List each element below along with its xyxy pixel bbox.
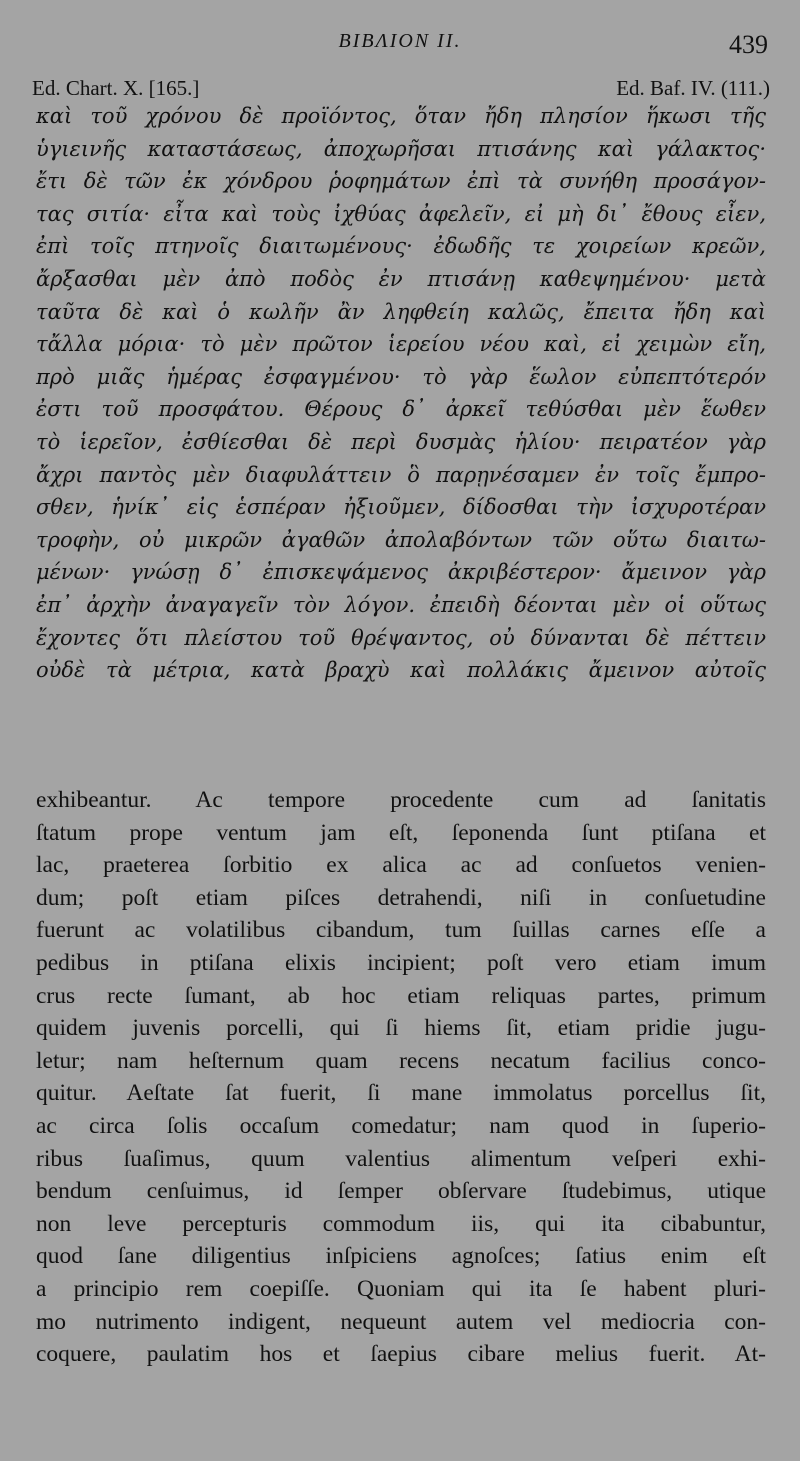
greek-line: ἐπὶ τοῖς πτηνοῖς διαιτωμένους· ἐδωδῆς τε χοιρείων κρεῶν, (36, 234, 766, 259)
latin-line: letur; nam heſternum quam recens necatum facilius conco- (36, 1047, 766, 1074)
greek-line: ταῦτα δὲ καὶ ὁ κωλῆν ἂν ληφθείη καλῶς, ἔπειτα ἤδη καὶ (36, 299, 766, 324)
greek-line: ἄρξασθαι μὲν ἀπὸ ποδὸς ἐν πτισάνῃ καθεψημένου· μετὰ (36, 266, 766, 291)
greek-text-block (36, 100, 766, 687)
page-number: 439 (729, 30, 768, 59)
greek-line: οὐδὲ τὰ μέτρια, κατὰ βραχὺ καὶ πολλάκις ἄμεινον αὐτοῖς (36, 658, 766, 683)
latin-line: crus recte ſumant, ab hoc etiam reliquas partes, primum (36, 982, 766, 1009)
latin-line: quidem juvenis porcelli, qui ſi hiems ſit, etiam pridie jugu- (36, 1015, 766, 1042)
greek-line: ἔτι δὲ τῶν ἐκ χόνδρου ῥοφημάτων ἐπὶ τὰ συνήθη προσάγον- (36, 169, 766, 194)
greek-line: τὸ ἱερεῖον, ἐσθίεσθαι δὲ περὶ δυσμὰς ἡλίου· πειρατέον γὰρ (36, 429, 766, 454)
greek-line: ὑγιεινῆς καταστάσεως, ἀποχωρῆσαι πτισάνης καὶ γάλακτος· (36, 136, 766, 161)
latin-line: lac, praeterea ſorbitio ex alica ac ad conſuetos venien- (36, 852, 766, 879)
latin-line: ac circa ſolis occaſum comedatur; nam quod in ſuperio- (36, 1112, 766, 1139)
latin-line: dum; poſt etiam piſces detrahendi, niſi in conſuetudine (36, 884, 766, 911)
latin-line: quod ſane diligentius inſpiciens agnoſces; ſatius enim eſt (36, 1243, 766, 1270)
greek-line: τροφὴν, οὐ μικρῶν ἀγαθῶν ἀπολαβόντων τῶν οὕτω διαιτω- (36, 527, 766, 552)
greek-line: τας σιτία· εἶτα καὶ τοὺς ἰχθύας ἀφελεῖν, εἰ μὴ δι᾽ ἔθους εἶεν, (36, 201, 766, 226)
greek-line: μένων· γνώσῃ δ᾽ ἐπισκεψάμενος ἀκριβέστερον· ἄμεινον γὰρ (36, 560, 766, 585)
latin-line: mo nutrimento indigent, nequeunt autem vel mediocria con- (36, 1308, 766, 1335)
greek-line: τἄλλα μόρια· τὸ μὲν πρῶτον ἱερείου νέου καὶ, εἰ χειμὼν εἴη, (36, 332, 766, 357)
greek-line: καὶ τοῦ χρόνου δὲ προϊόντος, ὅταν ἤδη πλησίον ἥκωσι τῆς (36, 104, 766, 128)
greek-line: ἐστι τοῦ προσφάτου. Θέρους δ᾽ ἀρκεῖ τεθύσθαι μὲν ἕωθεν (36, 397, 766, 422)
greek-line: σθεν, ἡνίκ᾽ εἰς ἑσπέραν ἠξιοῦμεν, δίδοσθαι τὴν ἰσχυροτέραν (36, 495, 766, 520)
latin-line: pedibus in ptiſana elixis incipient; poſt vero etiam imum (36, 949, 766, 976)
latin-line: a principio rem coepiſſe. Quoniam qui ita ſe habent pluri- (36, 1275, 766, 1302)
latin-text-block (36, 784, 766, 1371)
greek-line: ἄχρι παντὸς μὲν διαφυλάττειν ὃ παρῃνέσαμεν ἐν τοῖς ἔμπρο- (36, 462, 766, 487)
latin-line: bendum cenſuimus, id ſemper obſervare ſtudebimus, utique (36, 1178, 766, 1205)
greek-line: ἐπ᾽ ἀρχὴν ἀναγαγεῖν τὸν λόγον. ἐπειδὴ δέονται μὲν οἱ οὕτως (36, 592, 766, 617)
latin-line: quitur. Aeſtate ſat fuerit, ſi mane immolatus porcellus ſit, (36, 1080, 766, 1107)
running-head-title: BIBΛΙΟΝ II. (338, 30, 462, 52)
greek-line: πρὸ μιᾶς ἡμέρας ἐσφαγμένου· τὸ γὰρ ἕωλον εὐπεπτότερόν (36, 364, 766, 389)
latin-line: non leve percepturis commodum iis, qui ita cibabuntur, (36, 1210, 766, 1237)
edition-reference-left: Ed. Chart. X. [165.] (32, 76, 200, 100)
edition-reference-right: Ed. Baf. IV. (111.) (616, 76, 770, 100)
latin-line: fuerunt ac volatilibus cibandum, tum ſuillas carnes eſſe a (36, 917, 766, 944)
latin-line: exhibeantur. Ac tempore procedente cum ad ſanitatis (36, 787, 766, 813)
latin-line: ribus ſuaſimus, quum valentius alimentum veſperi exhi- (36, 1145, 766, 1172)
latin-line: coquere, paulatim hos et ſaepius cibare melius fuerit. At- (36, 1341, 766, 1368)
greek-line: ἔχοντες ὅτι πλείστου τοῦ θρέψαντος, οὐ δύνανται δὲ πέττειν (36, 625, 766, 650)
latin-line: ſtatum prope ventum jam eſt, ſeponenda ſunt ptiſana et (36, 819, 766, 846)
